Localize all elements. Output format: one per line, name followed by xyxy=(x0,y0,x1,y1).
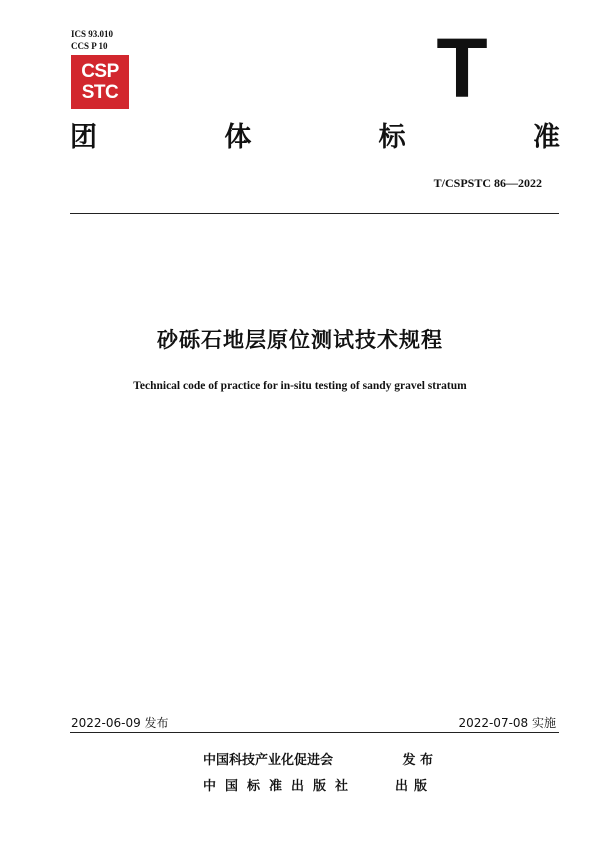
ics-code: ICS 93.010 xyxy=(71,29,114,39)
standard-type xyxy=(70,121,560,155)
publisher-action: 发 布 xyxy=(402,753,433,768)
top-divider xyxy=(70,213,559,214)
standard-type-char: 体 xyxy=(224,122,252,153)
standard-type-char: 标 xyxy=(378,122,406,153)
publisher-row xyxy=(203,775,433,794)
publisher-org: 中国科技产业化促进会 xyxy=(203,753,334,768)
publisher-row xyxy=(203,749,433,768)
title-chinese: 砂砾石地层原位测试技术规程 xyxy=(157,328,443,352)
issue-date: 2022-06-09 发布 xyxy=(71,716,169,730)
cspstc-logo xyxy=(71,55,129,109)
standard-type-char: 准 xyxy=(532,122,560,153)
publisher-action: 出版 xyxy=(394,779,433,794)
bottom-divider xyxy=(70,732,559,733)
logo-line-1: CSP xyxy=(81,61,119,82)
ccs-code: CCS P 10 xyxy=(71,41,108,51)
standard-type-char: 团 xyxy=(70,122,97,153)
implementation-date: 2022-07-08 实施 xyxy=(458,716,556,730)
logo-line-2: STC xyxy=(81,82,119,103)
standard-number: T/CSPSTC 86—2022 xyxy=(433,176,542,190)
classification-codes xyxy=(71,28,113,52)
standard-letter: T xyxy=(436,21,488,115)
publisher-org: 中国标准出版社 xyxy=(203,779,358,794)
title-english: Technical code of practice for in-situ testing of sandy gravel stratum xyxy=(133,380,467,392)
